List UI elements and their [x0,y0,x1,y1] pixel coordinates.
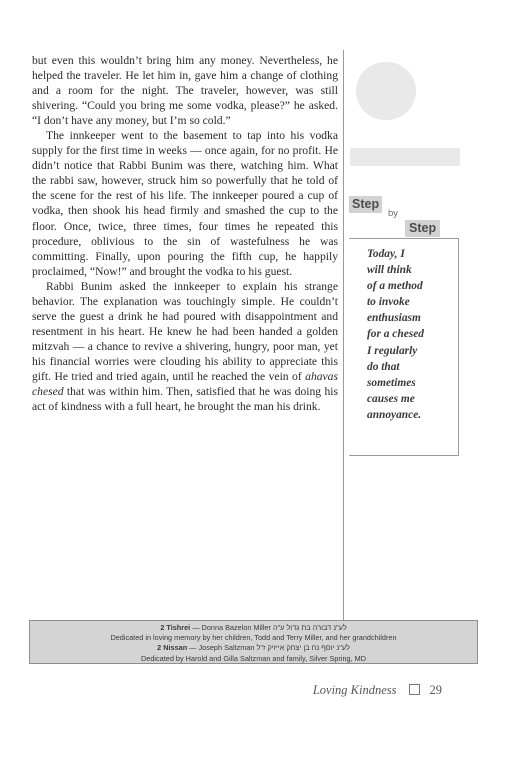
dedication-2-date: 2 Nissan [157,643,188,653]
sidebar-line: Today, I [367,248,405,260]
step-by-step-heading [349,196,459,238]
sidebar-line: causes me [367,392,415,405]
sidebar-line: annoyance. [367,408,422,421]
heading-step-2: Step [405,220,440,237]
dedication-1-hebrew: לע"נ דבורה בת גדול ע"ה [272,623,347,632]
dedication-1-text: Dedicated in loving memory by her children, Todd and Terry Miller, and her grandchildren [110,633,397,643]
dedication-1-header [30,623,477,633]
dedication-2-hebrew: לע"נ יוסף נח בן יצחק אייזיק ז"ל [256,643,350,653]
dedication-2-header [30,643,477,653]
main-text-column [32,53,338,414]
sidebar-line: I regularly [367,344,418,357]
paragraph-1: but even this wouldn’t bring him any money. Nevertheless, he helped the traveler. He let him in, gave him a change of clothing and a room for the night. The traveler, however, was still shivering. “Could you bring me some vodka, please?” he asked. “I don’t have any money, but I’m so cold.” [32,54,338,128]
ahavas-chesed-term: ahavas chesed [32,369,338,399]
paragraph-3-start: Rabbi Bunim asked the innkeeper to explain his strange behavior. The explanation was touchingly simple. He couldn’t serve the guest a drink he had poured with disappointment and resentment in his heart. He knew he had been handed a golden mitzvah — a chance to revive a shivering, hungry, poor man, yet his financial worries were clouding his ability to appreciate this gift. He tried and tried again, until he reached the vein of [32,279,338,383]
sidebar-line: to invoke [367,296,410,309]
dedication-2-text: Dedicated by Harold and Gilla Saltzman and family, Silver Spring, MD [141,653,366,663]
footer-section-title: Loving Kindness [312,683,397,697]
dedication-box [29,620,478,664]
page-footer [313,683,442,698]
sidebar-line: do that [367,360,400,373]
dedication-1-date: 2 Tishrei [160,623,191,632]
square-bullet-icon [409,684,420,695]
dedication-2-name: — Joseph Saltzman [187,643,257,653]
sidebar-line: of a method [367,280,423,293]
paragraph-3-end: that was within him. Then, satisfied that he was doing his act of kindness with a full heart, he brought the man his drink. [32,385,338,414]
paragraph-3 [32,279,338,414]
sidebar-line: for a chesed [367,328,424,341]
column-divider [343,50,344,620]
dedication-1-name: — Donna Bazelon Miller [190,623,273,632]
sidebar-line: enthusiasm [367,312,421,325]
sidebar-line: will think [367,264,412,277]
sidebar-resolution [349,238,459,456]
page-number: 29 [429,683,442,697]
paragraph-2: The innkeeper went to the basement to tap into his vodka supply for the first time in weeks — once again, for no profit. He didn’t notice that Rabbi Bunim was there, watching him. What the rabbi saw, however, struck him so powerfully that he told of the scene for the rest of his life. The innkeeper poured a cup of vodka, then shook his head firmly and smashed the cup to the floor. Once, twice, three times, four times he repeated this procedure, oblivious to the sin of wastefulness he was committing. Finally, upon pouring the fifth cup, he happily proclaimed, “Now!” and brought the vodka to his guest. [32,129,338,278]
sidebar-line: sometimes [367,376,416,389]
bleed-through-shape-2 [350,148,460,166]
step-by-step-sidebar [349,196,459,456]
heading-step-1: Step [349,196,382,213]
bleed-through-shape-1 [356,62,416,120]
heading-by: by [388,208,399,219]
